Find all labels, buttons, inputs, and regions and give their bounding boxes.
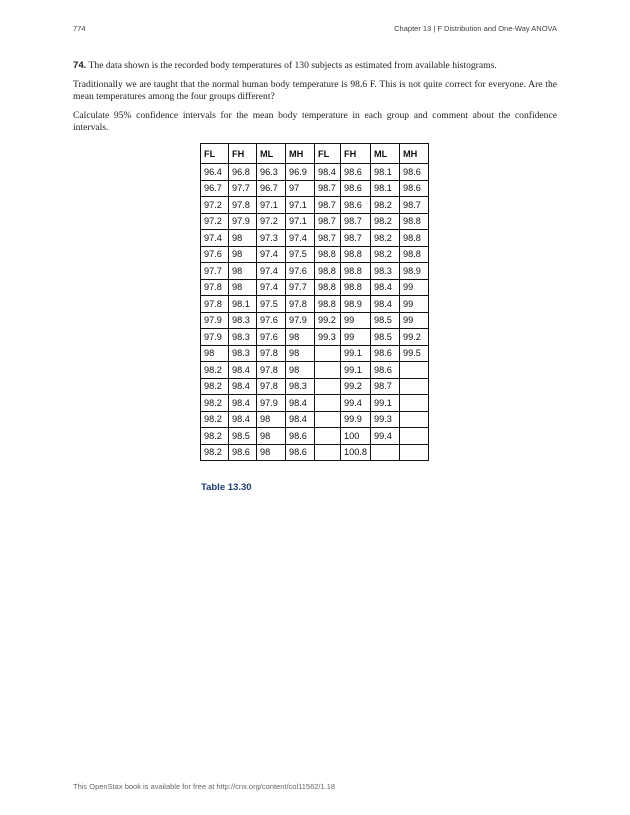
table-cell: 98 <box>257 428 286 445</box>
table-cell <box>400 444 429 461</box>
table-cell: 98 <box>229 263 257 280</box>
column-header: FL <box>201 144 229 164</box>
table-cell: 97.8 <box>286 296 315 313</box>
column-header: ML <box>257 144 286 164</box>
table-cell: 97.9 <box>201 312 229 329</box>
table-cell: 97.9 <box>257 395 286 412</box>
table-cell <box>400 362 429 379</box>
table-cell: 96.9 <box>286 164 315 181</box>
table-cell: 97.2 <box>201 197 229 214</box>
table-cell: 98.7 <box>400 197 429 214</box>
table-cell: 98.5 <box>371 312 400 329</box>
table-cell: 97.5 <box>286 246 315 263</box>
table-cell: 98.2 <box>371 197 400 214</box>
table-cell: 98.6 <box>341 164 371 181</box>
table-cell: 98.7 <box>315 180 341 197</box>
table-cell: 100.8 <box>341 444 371 461</box>
table-cell: 98 <box>257 444 286 461</box>
table-cell: 98 <box>286 329 315 346</box>
table-cell: 99.4 <box>371 428 400 445</box>
table-cell: 98.8 <box>315 279 341 296</box>
table-cell: 98.3 <box>229 345 257 362</box>
table-cell: 98.8 <box>341 279 371 296</box>
table-cell: 98.8 <box>341 263 371 280</box>
table-cell: 98.3 <box>229 329 257 346</box>
table-cell: 98.8 <box>315 296 341 313</box>
table-cell: 96.7 <box>257 180 286 197</box>
question-number: 74. <box>73 60 87 71</box>
table-cell: 98 <box>286 345 315 362</box>
table-cell: 98.8 <box>400 213 429 230</box>
table-row <box>201 164 429 181</box>
table-cell: 97.2 <box>201 213 229 230</box>
table-cell: 98.8 <box>400 246 429 263</box>
table-cell: 97.1 <box>257 197 286 214</box>
table-cell <box>315 345 341 362</box>
table-cell: 99.3 <box>371 411 400 428</box>
table-cell: 98.6 <box>341 180 371 197</box>
table-cell: 98 <box>229 279 257 296</box>
table-cell: 98.3 <box>371 263 400 280</box>
table-cell: 98.2 <box>371 213 400 230</box>
table-cell: 98.6 <box>400 164 429 181</box>
table-cell: 98.7 <box>315 230 341 247</box>
table-cell: 97.4 <box>257 263 286 280</box>
table-cell: 97.6 <box>257 329 286 346</box>
table-cell: 98.7 <box>315 213 341 230</box>
table-cell: 99.1 <box>371 395 400 412</box>
table-cell: 98.8 <box>400 230 429 247</box>
table-cell: 97.5 <box>257 296 286 313</box>
table-cell: 98.5 <box>229 428 257 445</box>
table-cell: 97.4 <box>257 246 286 263</box>
table-cell: 99 <box>341 329 371 346</box>
table-cell: 100 <box>341 428 371 445</box>
table-cell: 98 <box>286 362 315 379</box>
running-header: Chapter 13 | F Distribution and One-Way ANOVA <box>394 24 557 33</box>
table-cell: 97.1 <box>286 213 315 230</box>
table-cell: 98.7 <box>315 197 341 214</box>
table-cell: 98.4 <box>315 164 341 181</box>
table-cell: 97.7 <box>229 180 257 197</box>
table-cell: 98.4 <box>229 395 257 412</box>
table-cell: 97.9 <box>201 329 229 346</box>
table-cell <box>315 444 341 461</box>
table-header-row <box>201 144 429 164</box>
table-cell: 97.6 <box>257 312 286 329</box>
table-cell: 99.1 <box>341 345 371 362</box>
table-cell: 98.2 <box>371 246 400 263</box>
table-cell: 98.2 <box>201 428 229 445</box>
table-cell: 97.6 <box>286 263 315 280</box>
table-cell: 98.2 <box>201 395 229 412</box>
table-cell: 99 <box>400 296 429 313</box>
table-cell: 97 <box>286 180 315 197</box>
table-cell: 98.2 <box>371 230 400 247</box>
table-cell <box>315 411 341 428</box>
table-row <box>201 444 429 461</box>
table-cell: 97.1 <box>286 197 315 214</box>
table-cell: 99 <box>400 312 429 329</box>
table-cell: 97.4 <box>201 230 229 247</box>
table-cell: 99.2 <box>341 378 371 395</box>
table-cell <box>315 428 341 445</box>
table-cell: 96.3 <box>257 164 286 181</box>
table-cell: 98.6 <box>400 180 429 197</box>
table-cell: 97.9 <box>286 312 315 329</box>
table-row <box>201 197 429 214</box>
table-cell <box>400 378 429 395</box>
table-cell: 97.8 <box>229 197 257 214</box>
table-row <box>201 362 429 379</box>
table-cell: 99.3 <box>315 329 341 346</box>
table-row <box>201 230 429 247</box>
table-cell: 97.8 <box>257 378 286 395</box>
table-cell: 98.6 <box>229 444 257 461</box>
table-cell: 99.2 <box>400 329 429 346</box>
table-cell: 98.4 <box>229 362 257 379</box>
table-row <box>201 213 429 230</box>
table-row <box>201 345 429 362</box>
table-cell: 97.2 <box>257 213 286 230</box>
table-cell: 98.8 <box>315 263 341 280</box>
table-cell <box>400 395 429 412</box>
table-row <box>201 263 429 280</box>
column-header: MH <box>286 144 315 164</box>
table-cell: 98.2 <box>201 362 229 379</box>
table-row <box>201 296 429 313</box>
table-cell <box>315 362 341 379</box>
table-cell: 98.1 <box>371 180 400 197</box>
question-paragraph-3: Calculate 95% confidence intervals for the mean body temperature in each group and comment about the confidence intervals. <box>73 110 557 133</box>
table-caption: Table 13.30 <box>201 482 252 493</box>
table-cell: 99.1 <box>341 362 371 379</box>
table-cell: 97.8 <box>257 345 286 362</box>
table-cell <box>315 395 341 412</box>
table-cell: 98.4 <box>371 296 400 313</box>
table-cell: 97.9 <box>229 213 257 230</box>
table-row <box>201 411 429 428</box>
table-cell: 98.2 <box>201 444 229 461</box>
table-cell: 98.7 <box>371 378 400 395</box>
table-cell: 98.1 <box>371 164 400 181</box>
table-cell <box>400 411 429 428</box>
table-cell: 97.4 <box>257 279 286 296</box>
table-cell: 98.6 <box>371 362 400 379</box>
table-cell <box>400 428 429 445</box>
table-cell <box>371 444 400 461</box>
table-cell: 98.6 <box>371 345 400 362</box>
exercise-body <box>73 60 557 141</box>
table-cell: 98 <box>257 411 286 428</box>
table-cell: 97.8 <box>257 362 286 379</box>
table-cell: 98.1 <box>229 296 257 313</box>
table-row <box>201 378 429 395</box>
table-cell: 98.4 <box>286 411 315 428</box>
table-cell: 97.8 <box>201 296 229 313</box>
table-row <box>201 180 429 197</box>
table-body <box>201 164 429 461</box>
table-cell: 98 <box>229 246 257 263</box>
column-header: FH <box>229 144 257 164</box>
table-cell: 98.4 <box>229 411 257 428</box>
table-cell: 98.4 <box>286 395 315 412</box>
table-cell: 97.4 <box>286 230 315 247</box>
question-text: The data shown is the recorded body temperatures of 130 subjects as estimated from available histograms. <box>86 60 497 71</box>
temperature-table <box>200 143 429 461</box>
table-cell: 98.6 <box>341 197 371 214</box>
table-cell: 98.7 <box>341 213 371 230</box>
page-number: 774 <box>73 24 86 33</box>
question-intro <box>73 60 557 72</box>
table-cell: 96.7 <box>201 180 229 197</box>
table-cell: 99.2 <box>315 312 341 329</box>
column-header: FH <box>341 144 371 164</box>
table-cell: 98.3 <box>229 312 257 329</box>
table-cell: 98.2 <box>201 411 229 428</box>
table-cell: 97.6 <box>201 246 229 263</box>
table-row <box>201 428 429 445</box>
table-cell: 98.7 <box>341 230 371 247</box>
table-row <box>201 329 429 346</box>
table-row <box>201 312 429 329</box>
table-cell: 98.6 <box>286 444 315 461</box>
table-cell: 98.3 <box>286 378 315 395</box>
table-row <box>201 395 429 412</box>
table-cell: 96.4 <box>201 164 229 181</box>
table-row <box>201 279 429 296</box>
table-cell: 98.8 <box>341 246 371 263</box>
table-cell: 98.2 <box>201 378 229 395</box>
column-header: MH <box>400 144 429 164</box>
table-cell: 99.9 <box>341 411 371 428</box>
table-cell: 97.7 <box>286 279 315 296</box>
table-cell: 97.7 <box>201 263 229 280</box>
table-cell: 96.8 <box>229 164 257 181</box>
table-cell: 98 <box>201 345 229 362</box>
table-cell: 98.8 <box>315 246 341 263</box>
page-footer: This OpenStax book is available for free at http://cnx.org/content/col11562/1.18 <box>73 782 336 791</box>
table-cell: 98 <box>229 230 257 247</box>
table-cell: 97.3 <box>257 230 286 247</box>
table-cell: 98.5 <box>371 329 400 346</box>
table-row <box>201 246 429 263</box>
column-header: FL <box>315 144 341 164</box>
question-paragraph-2: Traditionally we are taught that the normal human body temperature is 98.6 F. This is not quite correct for everyone. Are the mean temperatures among the four groups different? <box>73 79 557 102</box>
table-cell: 98.9 <box>400 263 429 280</box>
table-cell: 99 <box>341 312 371 329</box>
table-cell: 98.4 <box>371 279 400 296</box>
table-cell: 98.4 <box>229 378 257 395</box>
table-cell: 99 <box>400 279 429 296</box>
table-cell: 99.4 <box>341 395 371 412</box>
table-cell: 99.5 <box>400 345 429 362</box>
table-cell: 97.8 <box>201 279 229 296</box>
table-cell <box>315 378 341 395</box>
column-header: ML <box>371 144 400 164</box>
table-cell: 98.9 <box>341 296 371 313</box>
table-cell: 98.6 <box>286 428 315 445</box>
